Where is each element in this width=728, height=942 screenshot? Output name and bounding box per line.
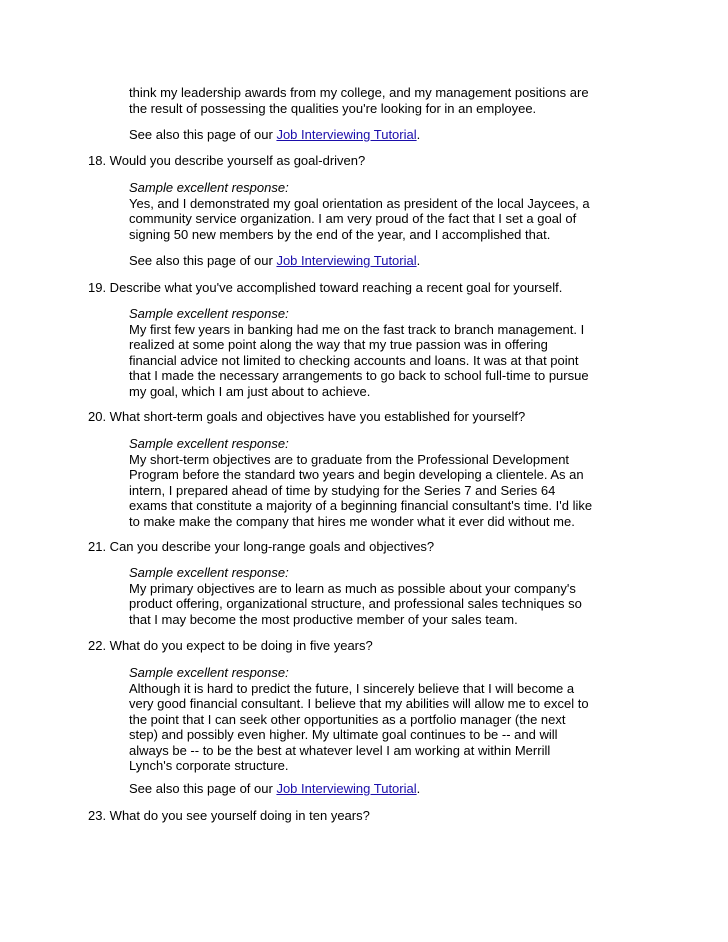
intro-line: the result of possessing the qualities you're looking for in an employee. bbox=[129, 100, 537, 116]
question-21: 21. Can you describe your long-range goals and objectives? bbox=[88, 539, 435, 554]
see-also-suffix: . bbox=[416, 781, 421, 796]
see-also-suffix: . bbox=[416, 127, 421, 142]
job-interviewing-tutorial-link[interactable]: Job Interviewing Tutorial bbox=[276, 253, 417, 268]
intro-line: think my leadership awards from my college, and my management positions are bbox=[129, 85, 589, 100]
answer-line: that I may become the most productive member of your sales team. bbox=[129, 611, 518, 627]
sample-label: Sample excellent response: bbox=[129, 306, 289, 321]
answer-line: that I made the necessary arrangements to go back to school full-time to pursue bbox=[129, 368, 589, 383]
answer-20 bbox=[129, 436, 604, 529]
answer-line: product offering, organizational structure, and professional sales techniques so bbox=[129, 596, 582, 611]
answer-line: Lynch's corporate structure. bbox=[129, 758, 289, 773]
answer-line: My primary objectives are to learn as much as possible about your company's bbox=[129, 580, 576, 596]
see-also-prefix: See also this page of our bbox=[129, 127, 277, 142]
see-also-line bbox=[129, 253, 604, 269]
answer-line: realized at some point along the way that my true passion was in offering bbox=[129, 337, 548, 352]
answer-line: my goal, which I am just about to achieve. bbox=[129, 383, 371, 399]
answer-22 bbox=[129, 665, 604, 774]
see-also-prefix: See also this page of our bbox=[129, 781, 277, 796]
answer-line: My short-term objectives are to graduate from the Professional Development bbox=[129, 451, 570, 467]
see-also-prefix: See also this page of our bbox=[129, 253, 277, 268]
question-23: 23. What do you see yourself doing in ten years? bbox=[88, 808, 370, 823]
job-interviewing-tutorial-link[interactable]: Job Interviewing Tutorial bbox=[276, 127, 417, 142]
answer-line: intern, I prepared ahead of time by studying for the Series 7 and Series 64 bbox=[129, 482, 556, 498]
answer-line: My first few years in banking had me on the fast track to branch management. I bbox=[129, 321, 585, 337]
sample-label: Sample excellent response: bbox=[129, 665, 289, 680]
see-also-line bbox=[129, 127, 604, 143]
answer-19 bbox=[129, 306, 604, 399]
answer-line: step) and possibly even higher. My ultimate goal continues to be -- and will bbox=[129, 727, 558, 742]
answer-line: to make make the company that hires me wonder what it ever did without me. bbox=[129, 513, 575, 529]
question-20: 20. What short-term goals and objectives have you established for yourself? bbox=[88, 409, 526, 424]
sample-label: Sample excellent response: bbox=[129, 180, 289, 195]
answer-21 bbox=[129, 565, 604, 627]
job-interviewing-tutorial-link[interactable]: Job Interviewing Tutorial bbox=[276, 781, 417, 796]
question-19: 19. Describe what you've accomplished toward reaching a recent goal for yourself. bbox=[88, 280, 563, 295]
answer-line: Although it is hard to predict the future, I sincerely believe that I will become a bbox=[129, 680, 575, 696]
answer-line: Program before the standard two years and begin developing a clientele. As an bbox=[129, 467, 584, 482]
answer-line: community service organization. I am very proud of the fact that I set a goal of bbox=[129, 211, 577, 226]
answer-line: signing 50 new members by the end of the year, and I accomplished that. bbox=[129, 226, 551, 242]
question-22: 22. What do you expect to be doing in five years? bbox=[88, 638, 373, 653]
answer-line: financial advice not limited to checking accounts and loans. It was at that point bbox=[129, 352, 579, 368]
answer-18 bbox=[129, 180, 604, 242]
see-also-suffix: . bbox=[416, 253, 421, 268]
answer-line: Yes, and I demonstrated my goal orientation as president of the local Jaycees, a bbox=[129, 195, 590, 211]
sample-label: Sample excellent response: bbox=[129, 565, 289, 580]
answer-line: always be -- to be the best at whatever level I am working at within Merrill bbox=[129, 742, 551, 758]
see-also-line bbox=[129, 781, 604, 797]
intro-paragraph bbox=[129, 85, 604, 116]
answer-line: very good financial consultant. I believe that my abilities will allow me to excel to bbox=[129, 696, 589, 711]
answer-line: exams that constitute a majority of a beginning financial consultant's time. I'd like bbox=[129, 498, 593, 513]
question-18: 18. Would you describe yourself as goal-driven? bbox=[88, 153, 366, 168]
answer-line: the point that I can seek other opportunities as a portfolio manager (the next bbox=[129, 711, 566, 727]
sample-label: Sample excellent response: bbox=[129, 436, 289, 451]
